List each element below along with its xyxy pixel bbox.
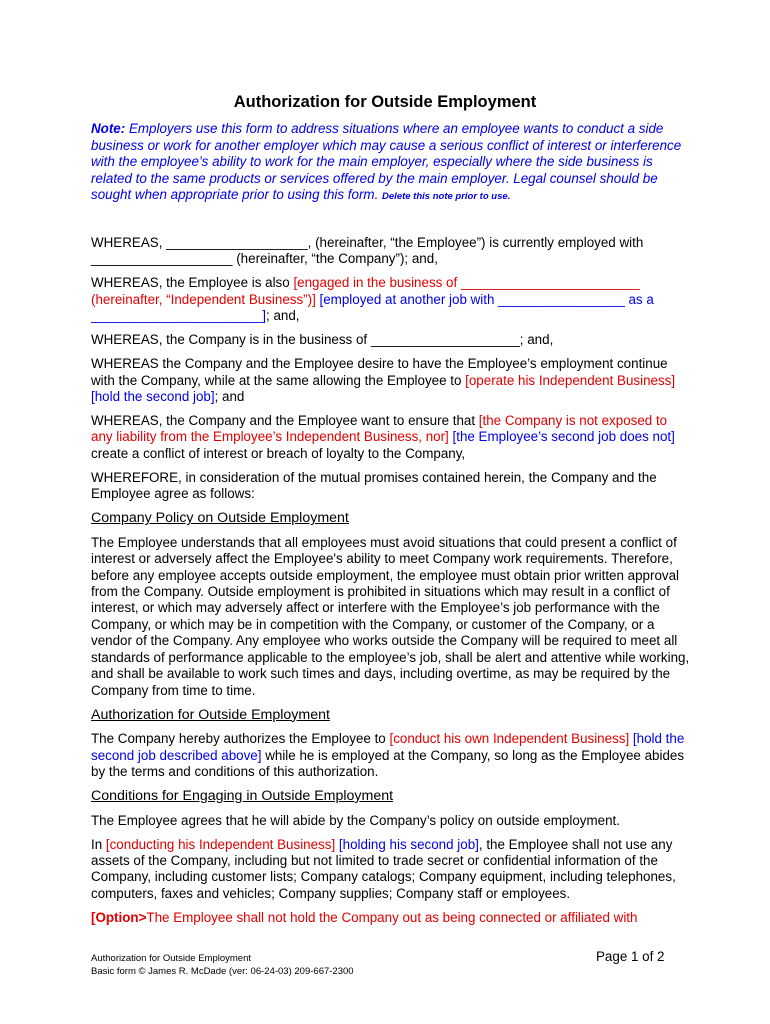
footer-info — [91, 952, 354, 978]
p2-red-option: [engaged in the business of ________________________ (hereinafter, “Independent Business”)] — [91, 275, 640, 307]
p5-red-option: [the Company is not exposed to any liability from the Employee’s Independent Business, nor] — [91, 413, 668, 445]
p5-end: create a conflict of interest or breach of loyalty to the Company, — [91, 445, 466, 461]
p4-blue-option: [hold the second job] — [91, 389, 215, 405]
p8-blue-option: [hold the second job described above] — [91, 731, 685, 763]
section-heading-policy: Company Policy on Outside Employment — [91, 510, 349, 527]
note-label: Note: — [91, 121, 126, 136]
p4-red-option: [operate his Independent Business] — [465, 372, 676, 388]
whereas-desire — [91, 356, 691, 405]
note-delete-instruction: Delete this note prior to use. — [382, 191, 511, 202]
whereas-employee: WHEREAS, ___________________, (hereinafter, “the Employee”) is currently employed with ___________________ (hereinafter, “the Company”); and, — [91, 235, 644, 267]
p2-text: WHEREAS, the Employee is also — [91, 275, 294, 291]
conditions-paragraph-1: The Employee agrees that he will abide by the Company’s policy on outside employment. — [91, 812, 620, 828]
option-text: The Employee shall not hold the Company out as being connected or affiliated with — [146, 909, 638, 925]
option-label: [Option> — [91, 909, 147, 925]
p4-end: ; and — [214, 389, 245, 405]
p10-red-option: [conducting his Independent Business] — [105, 836, 336, 852]
section-heading-conditions: Conditions for Engaging in Outside Employment — [91, 787, 394, 804]
authorization-paragraph — [91, 731, 691, 780]
footer-copyright: Basic form © James R. McDade (ver: 06-24-03) 209-667-2300 — [91, 966, 354, 977]
note-text: Employers use this form to address situations where an employee wants to conduct a side business or work for another employer which may cause a serious conflict of interest or interference with the employee’s ability to work for the main employer, especially where the side business is related to the same products or services offered by the main employer. Legal counsel should be sought when appropriate prior to using this form. — [91, 121, 682, 202]
p10-end: , the Employee shall not use any assets of the Company, including but not limited to trade secret or confidential information of the Company, including customer lists; Company catalogs; Company equipment, including telephones, computers, faxes and vehicles; Company supplies; Company staff or employees. — [91, 836, 676, 901]
option-paragraph — [91, 910, 691, 926]
conditions-paragraph-2 — [91, 837, 691, 903]
whereas-ensure — [91, 413, 691, 462]
p2-end: ; and, — [266, 308, 300, 324]
policy-paragraph: The Employee understands that all employees must avoid situations that could present a conflict of interest or adversely affect the Employee's ability to meet Company work requirements. Therefore, before any employee accepts outside employment, the employee must obtain prior written approval from the Company. Outside employment is prohibited in situations which may result in a conflict of interest, or which may adversely affect or interfere with the Employee’s job performance with the Company, or which may be in competition with the Company, or customer of the Company, or a vendor of the Company. Any employee who works outside the Company will be required to meet all standards of performance applicable to the employee’s job, shall be alert and attentive while working, and shall be available to work such times and days, including overtime, as may be required by the Company from time to time. — [91, 534, 690, 698]
whereas-company-business: WHEREAS, the Company is in the business of ____________________; and, — [91, 332, 554, 348]
document-title: Authorization for Outside Employment — [233, 93, 537, 111]
p5-blue-option: [the Employee’s second job does not] — [448, 429, 675, 445]
p10-text: In — [91, 836, 106, 852]
wherefore-clause: WHEREFORE, in consideration of the mutual promises contained herein, the Company and the Employee agree as follows: — [91, 469, 657, 502]
p8-red-option: [conduct his own Independent Business] — [389, 731, 630, 747]
p8-text: The Company hereby authorizes the Employee to — [91, 731, 390, 747]
editor-note — [91, 121, 691, 206]
section-heading-authorization: Authorization for Outside Employment — [91, 706, 330, 723]
page-number: Page 1 of 2 — [596, 949, 665, 964]
footer-doc-title: Authorization for Outside Employment — [91, 953, 251, 964]
p2-blue-option: [employed at another job with _________________ as a _______________________] — [91, 291, 654, 324]
p10-blue-option: [holding his second job] — [335, 836, 479, 852]
p4-text: WHEREAS the Company and the Employee desire to have the Employee’s employment continue with the Company, while at the same allowing the Employee to — [91, 356, 668, 388]
p8-end: while he is employed at the Company, so long as the Employee abides by the terms and conditions of this authorization. — [91, 747, 685, 779]
whereas-independent-business — [91, 275, 691, 324]
p5-text: WHEREAS, the Company and the Employee want to ensure that — [91, 413, 479, 429]
document-body — [91, 235, 691, 934]
